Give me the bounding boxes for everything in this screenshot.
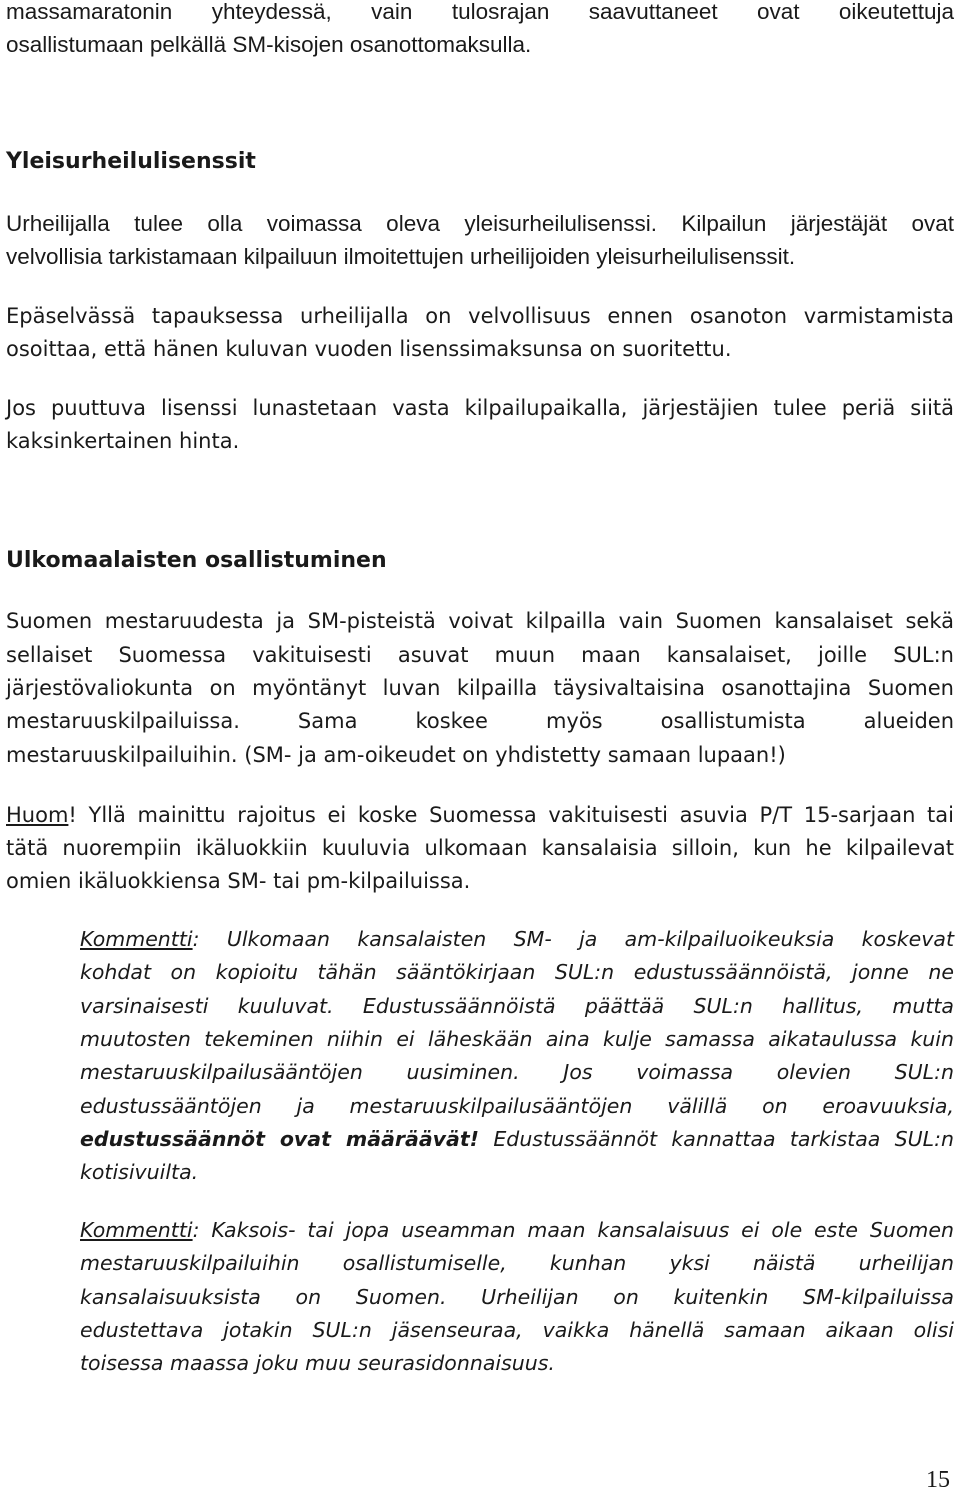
text-line: mestaruuskilpailuissa. Sama koskee myös osallistumista alueiden (6, 709, 954, 733)
text-line: mestaruuskilpailuihin. (SM- ja am-oikeudet on yhdistetty samaan lupaan!) (6, 743, 786, 767)
section-heading: Yleisurheilulisenssit (6, 149, 256, 174)
text-line: osoittaa, että hänen kuluvan vuoden lisenssimaksunsa on suoritettu. (6, 337, 732, 361)
page-number: 15 (926, 1467, 950, 1493)
comment-line: kansalaisuuksista on Suomen. Urheilijan on kuitenkin SM-kilpailuissa (80, 1285, 954, 1309)
comment-line (80, 1213, 954, 1247)
text-line: järjestövaliokunta on myöntänyt luvan kilpailla täysivaltaisina osanottajina Suomen (6, 676, 954, 700)
huom-label: Huom (6, 803, 69, 827)
comment-line: kohdat on kopioitu tähän sääntökirjaan SUL:n edustussäännöistä, jonne ne (80, 960, 954, 984)
section-heading: Ulkomaalaisten osallistuminen (6, 548, 387, 573)
text-line: Suomen mestaruudesta ja SM-pisteistä voivat kilpailla vain Suomen kansalaiset sekä (6, 609, 954, 633)
text-line: omien ikäluokkiensa SM- tai pm-kilpailuissa. (6, 869, 471, 893)
comment-line: mestaruuskilpailusääntöjen uusiminen. Jos voimassa olevien SUL:n (80, 1060, 954, 1084)
comment-line: mestaruuskilpailuihin osallistumiselle, kunhan yksi näistä urheilijan (80, 1251, 954, 1275)
huom-text: ! Yllä mainittu rajoitus ei koske Suomessa vakituisesti asuvia P/T 15-sarjaan tai (68, 803, 954, 827)
huom-line (6, 798, 954, 832)
comment-line: edustettava jotakin SUL:n jäsenseuraa, vaikka hänellä samaan aikaan olisi (80, 1318, 954, 1342)
text-line: osallistumaan pelkällä SM-kisojen osanottomaksulla. (6, 32, 532, 57)
emphasis-text: edustussäännöt ovat määräävät! (80, 1127, 480, 1151)
text-line: Jos puuttuva lisenssi lunastetaan vasta kilpailupaikalla, järjestäjien tulee periä siitä (6, 396, 954, 420)
comment-text: Edustussäännöt kannattaa tarkistaa SUL:n (479, 1127, 954, 1151)
comment-line: muutosten tekeminen niihin ei läheskään aina kulje samassa aikataulussa kuin (80, 1027, 954, 1051)
comment-line: toisessa maassa joku muu seurasidonnaisuus. (80, 1351, 555, 1375)
comment-line: varsinaisesti kuuluvat. Edustussäännöistä päättää SUL:n hallitus, mutta (80, 994, 954, 1018)
comment-line: kotisivuilta. (80, 1160, 199, 1184)
comment-line: edustussääntöjen ja mestaruuskilpailusääntöjen välillä on eroavuuksia, (80, 1094, 954, 1118)
comment-line (80, 922, 954, 956)
comment-label: Kommentti (80, 927, 193, 951)
text-line: velvollisia tarkistamaan kilpailuun ilmoitettujen urheilijoiden yleisurheilulisenssit. (6, 244, 796, 269)
text-line: Epäselvässä tapauksessa urheilijalla on velvollisuus ennen osanoton varmistamista (6, 304, 954, 328)
comment-line (80, 1122, 954, 1156)
text-line: Urheilijalla tulee olla voimassa oleva yleisurheilulisenssi. Kilpailun järjestäjät ovat (6, 211, 954, 236)
comment-text: : Ulkomaan kansalaisten SM- ja am-kilpailuoikeuksia koskevat (192, 927, 954, 951)
text-line: sellaiset Suomessa vakituisesti asuvat muun maan kansalaiset, joille SUL:n (6, 643, 954, 667)
comment-text: : Kaksois- tai jopa useamman maan kansalaisuus ei ole este Suomen (192, 1218, 954, 1242)
comment-label: Kommentti (80, 1218, 193, 1242)
text-line: kaksinkertainen hinta. (6, 429, 240, 453)
text-line: massamaratonin yhteydessä, vain tulosrajan saavuttaneet ovat oikeutettuja (6, 0, 954, 24)
text-line: tätä nuorempiin ikäluokkiin kuuluvia ulkomaan kansalaisia silloin, kun he kilpailevat (6, 836, 954, 860)
